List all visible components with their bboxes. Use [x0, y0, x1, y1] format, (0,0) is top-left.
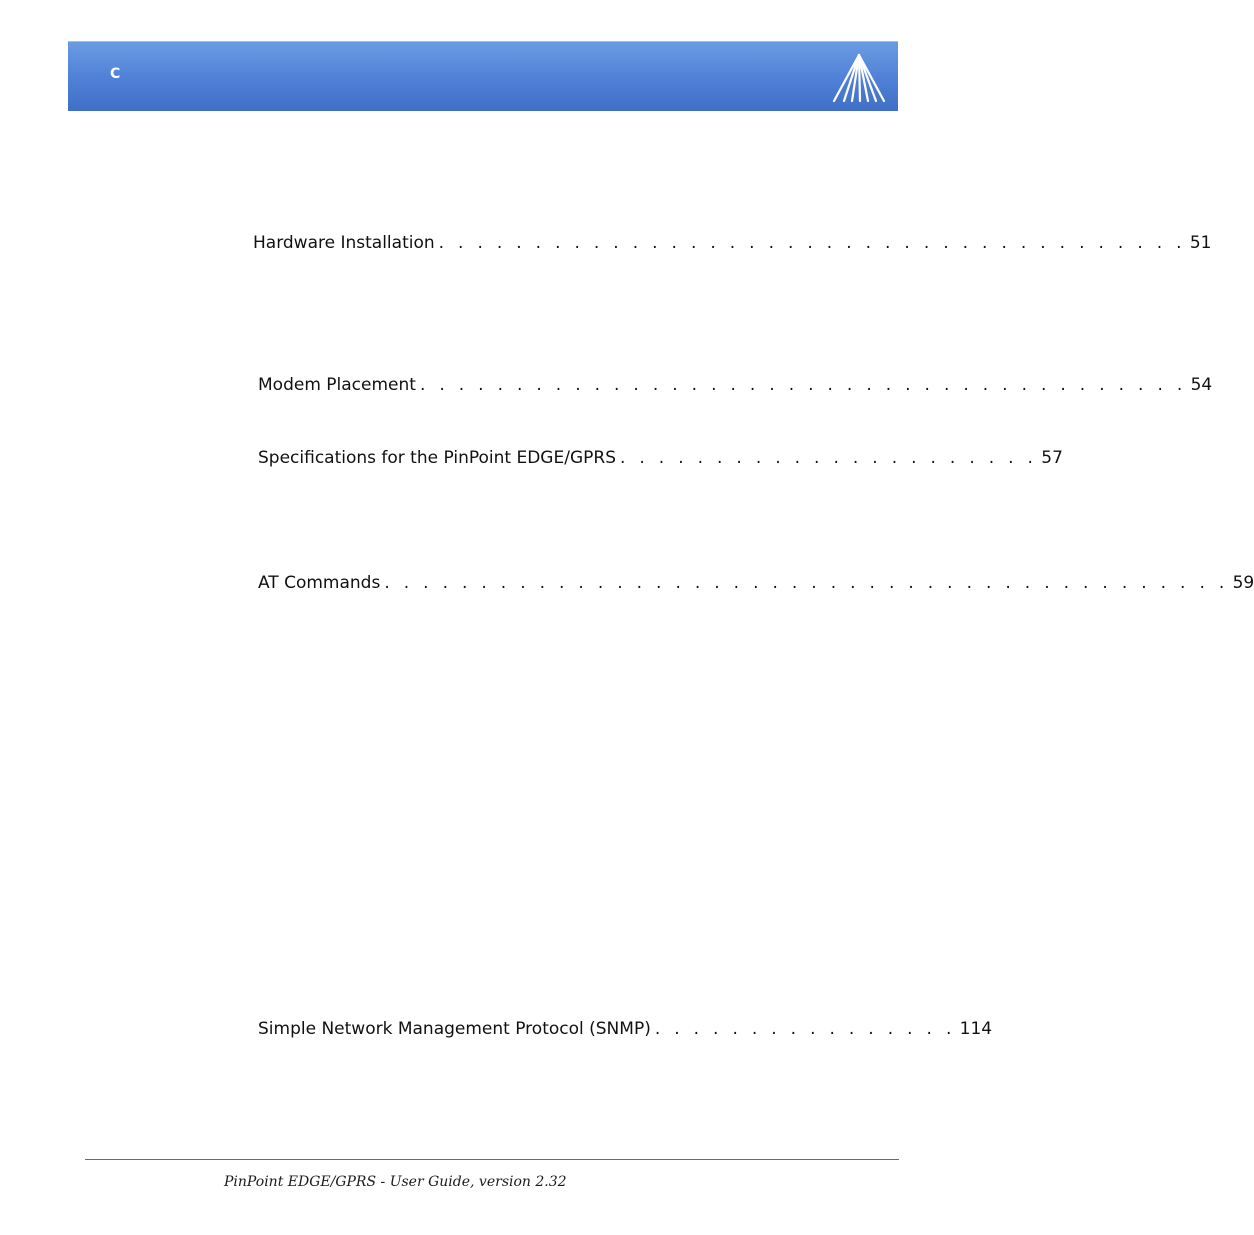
toc-entry-snmp[interactable]	[258, 1018, 993, 1040]
airlink-triangle-logo-icon	[831, 52, 887, 104]
toc-page-number: 54	[1190, 375, 1213, 395]
toc-entry-title: Hardware Installation	[253, 233, 435, 253]
toc-entry-hardware-installation[interactable]	[253, 232, 1212, 254]
toc-entry-specifications[interactable]	[258, 447, 1063, 469]
toc-page-number: 57	[1041, 448, 1063, 468]
toc-page-number: 51	[1189, 233, 1212, 253]
toc-entry-title: AT Commands	[258, 573, 381, 593]
toc-page-number: 114	[959, 1019, 993, 1039]
toc-page-number: 59	[1232, 573, 1254, 593]
footer-divider	[85, 1159, 899, 1160]
toc-dot-leader: . . . . . . . . . . . . . . . . . . . . . . . . . . . . . . . . . . . . . . .	[438, 233, 1186, 253]
chapter-letter: C	[110, 66, 121, 82]
toc-entry-title: Modem Placement	[258, 375, 416, 395]
toc-entry-modem-placement[interactable]	[258, 374, 1213, 396]
toc-dot-leader: . . . . . . . . . . . . . . . . . . . . . . . . . . . . . . . . . . . . . . . . . . . .	[384, 573, 1229, 593]
toc-entry-at-commands[interactable]	[258, 572, 1254, 594]
chapter-header-bar	[68, 41, 898, 111]
toc-entry-title: Simple Network Management Protocol (SNMP)	[258, 1019, 651, 1039]
toc-dot-leader: . . . . . . . . . . . . . . . .	[654, 1019, 956, 1039]
footer-document-title: PinPoint EDGE/GPRS - User Guide, version 2.32	[224, 1174, 567, 1190]
toc-dot-leader: . . . . . . . . . . . . . . . . . . . . . . . . . . . . . . . . . . . . . . . .	[419, 375, 1187, 395]
toc-entry-title: Specifications for the PinPoint EDGE/GPRS	[258, 448, 616, 468]
toc-dot-leader: . . . . . . . . . . . . . . . . . . . . . .	[619, 448, 1038, 468]
